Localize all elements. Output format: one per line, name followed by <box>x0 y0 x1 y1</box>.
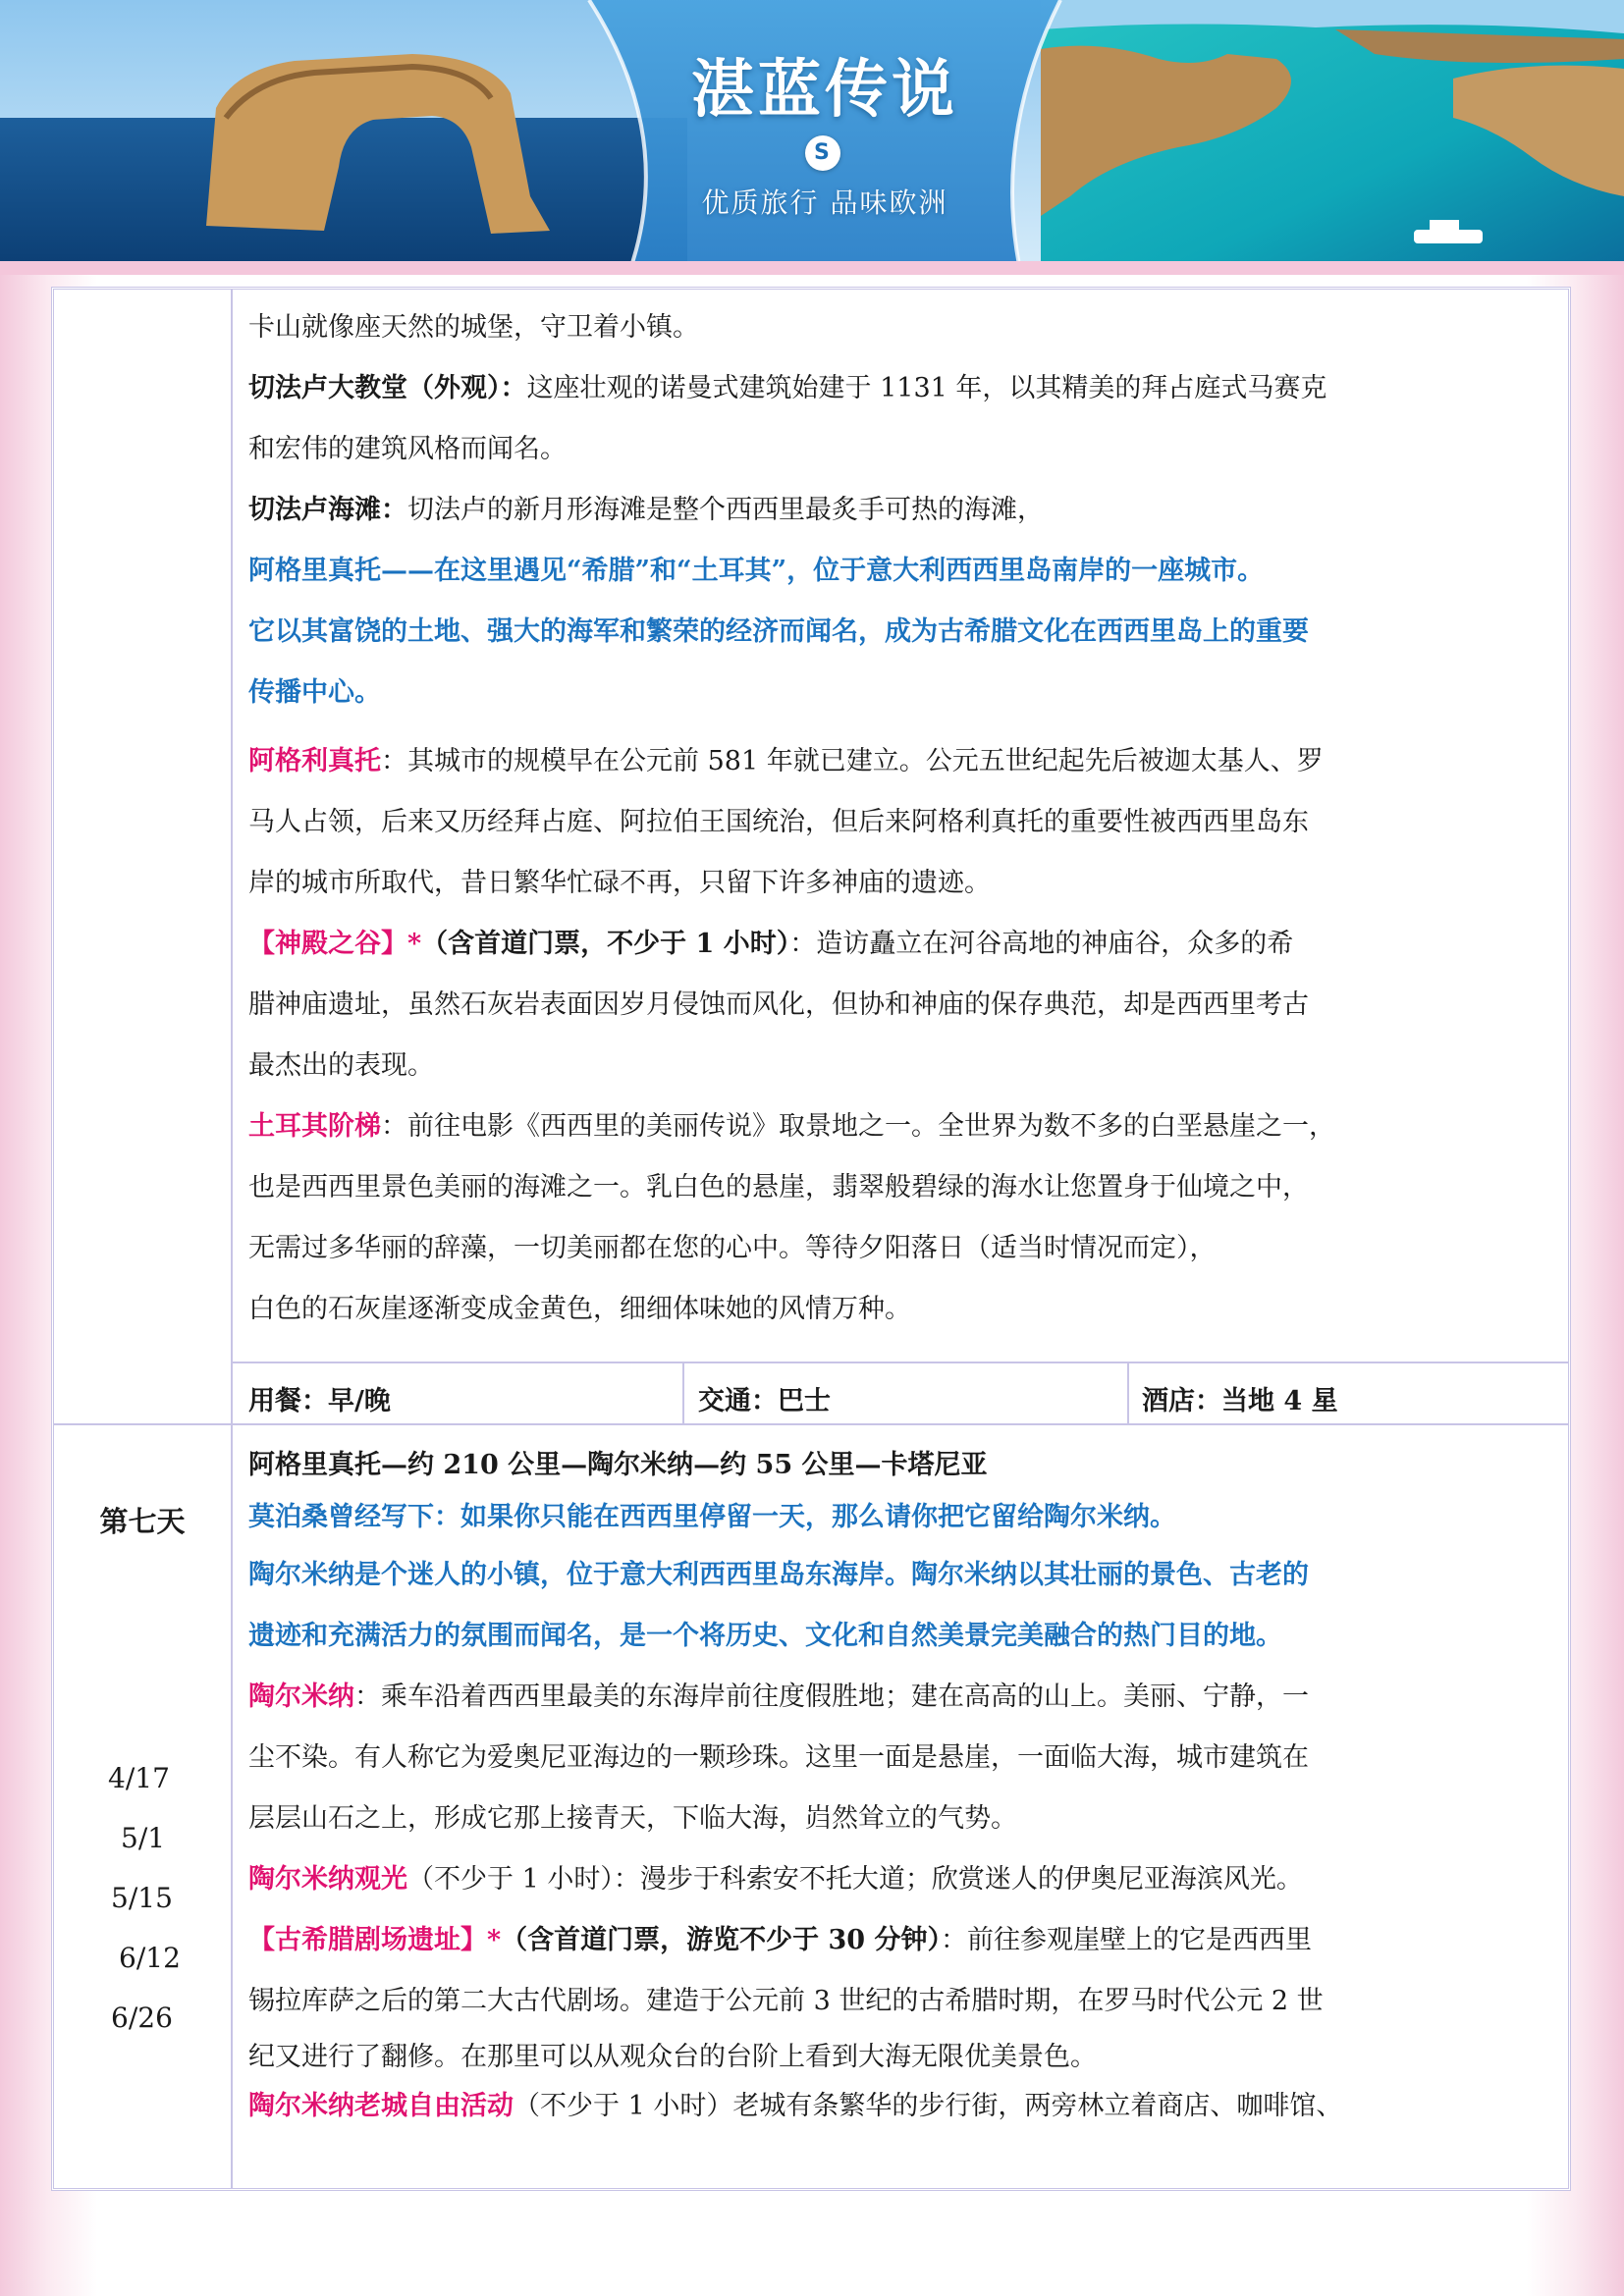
cell-divider <box>1127 1362 1129 1423</box>
departure-date: 5/15 <box>111 1882 173 1914</box>
temples-text-2: 腊神庙遗址，虽然石灰岩表面因岁月侵蚀而风化，但协和神庙的保存典范，却是西西里考古 <box>248 989 1309 1020</box>
beach-paragraph <box>248 480 1613 541</box>
hotel-cell: 酒店：当地 4 星 <box>1142 1386 1338 1416</box>
day7-intro-2: 遗迹和充满活力的氛围而闻名，是一个将历史、文化和自然美景完美融合的热门目的地。 <box>248 1621 1282 1651</box>
sightseeing-text: （不少于 1 小时）：漫步于科索安不托大道；欣赏迷人的伊奥尼亚海滨风光。 <box>407 1864 1303 1895</box>
stairs-paragraph <box>248 1096 1613 1157</box>
brand-slogan: 优质旅行 品味欧洲 <box>701 187 948 219</box>
oldtown-paragraph <box>248 2083 1613 2130</box>
theatre-note: （含首道门票，游览不少于 30 分钟） <box>501 1925 941 1955</box>
agrigento-label: 阿格利真托 <box>248 746 381 776</box>
beach-text: 切法卢的新月形海滩是整个西西里最炙手可热的海滩， <box>407 495 1044 525</box>
theatre-text-1: ：前往参观崖壁上的它是西西里 <box>941 1925 1312 1955</box>
departure-date: 4/17 <box>108 1762 170 1794</box>
theatre-text-3: 纪又进行了翻修。在那里可以从观众台的台阶上看到大海无限优美景色。 <box>248 2042 1097 2072</box>
stairs-text-2: 也是西西里景色美丽的海滩之一。乳白色的悬崖，翡翠般碧绿的海水让您置身于仙境之中， <box>248 1172 1309 1202</box>
temples-text-3: 最杰出的表现。 <box>248 1050 434 1081</box>
day7-intro-1: 陶尔米纳是个迷人的小镇，位于意大利西西里岛东海岸。陶尔米纳以其壮丽的景色、古老的 <box>248 1560 1309 1590</box>
column-divider <box>231 290 233 2188</box>
agrigento-text-1: 其城市的规模早在公元前 581 年就已建立。公元五世纪起先后被迦太基人、罗 <box>407 746 1324 776</box>
brand-title: 湛蓝传说 <box>691 54 958 127</box>
day7-quote: 莫泊桑曾经写下：如果你只能在西西里停留一天，那么请你把它留给陶尔米纳。 <box>248 1502 1176 1532</box>
cathedral-label: 切法卢大教堂（外观）： <box>248 373 527 403</box>
agrigento-intro-2: 它以其富饶的土地、强大的海军和繁荣的经济而闻名，成为古希腊文化在西西里岛上的重要 <box>248 616 1309 647</box>
taormina-text-2: 尘不染。有人称它为爱奥尼亚海边的一颗珍珠。这里一面是悬崖，一面临大海，城市建筑在 <box>248 1742 1309 1773</box>
temples-note: （含首道门票，不少于 1 小时） <box>421 929 790 959</box>
cathedral-paragraph <box>248 358 1613 419</box>
intro-fragment: 卡山就像座天然的城堡，守卫着小镇。 <box>248 312 699 343</box>
theatre-label: 【古希腊剧场遗址】* <box>248 1925 502 1955</box>
oldtown-text: （不少于 1 小时）老城有条繁华的步行街，两旁林立着商店、咖啡馆、 <box>514 2091 1343 2121</box>
departure-dates <box>54 1762 231 2061</box>
brand-logo-glyph: S <box>814 140 830 165</box>
agrigento-text-2: 马人占领，后来又历经拜占庭、阿拉伯王国统治，但后来阿格利真托的重要性被西西里岛东 <box>248 807 1309 837</box>
agrigento-colon: ： <box>381 746 407 776</box>
header-banner <box>0 0 1624 275</box>
theatre-paragraph <box>248 1910 1613 1971</box>
taormina-text-3: 层层山石之上，形成它那上接青天，下临大海，岿然耸立的气势。 <box>248 1803 1017 1834</box>
agrigento-intro-3: 传播中心。 <box>248 677 381 708</box>
taormina-paragraph <box>248 1667 1613 1728</box>
departure-date: 5/1 <box>121 1822 166 1854</box>
departure-date: 6/26 <box>111 2002 173 2034</box>
stairs-text-3: 无需过多华丽的辞藻，一切美丽都在您的心中。等待夕阳落日（适当时情况而定）， <box>248 1233 1217 1263</box>
day7-route: 阿格里真托—约 210 公里—陶尔米纳—约 55 公里—卡塔尼亚 <box>248 1450 988 1480</box>
agrigento-paragraph <box>248 731 1613 792</box>
day-label: 第七天 <box>99 1505 186 1538</box>
row-divider <box>54 1423 1568 1425</box>
departure-date: 6/12 <box>119 1942 181 1974</box>
temples-text-1: ：造访矗立在河谷高地的神庙谷，众多的希 <box>789 929 1294 959</box>
itinerary-table <box>51 287 1571 2191</box>
meal-cell: 用餐：早/晚 <box>248 1386 391 1416</box>
theatre-text-2: 锡拉库萨之后的第二大古代剧场。建造于公元前 3 世纪的古希腊时期，在罗马时代公元 2 世 <box>248 1986 1324 2016</box>
cell-divider <box>682 1362 684 1423</box>
transport-cell: 交通：巴士 <box>698 1386 831 1416</box>
cathedral-text-2: 和宏伟的建筑风格而闻名。 <box>248 434 567 464</box>
agrigento-text-3: 岸的城市所取代，昔日繁华忙碌不再，只留下许多神庙的遗迹。 <box>248 868 991 898</box>
sightseeing-paragraph <box>248 1849 1613 1910</box>
beach-label: 切法卢海滩： <box>248 495 407 525</box>
temples-paragraph <box>248 914 1613 975</box>
sightseeing-label: 陶尔米纳观光 <box>248 1864 407 1895</box>
oldtown-label: 陶尔米纳老城自由活动 <box>248 2091 514 2121</box>
day7-description <box>248 1441 1613 2130</box>
row-divider <box>231 1362 1568 1363</box>
taormina-label: 陶尔米纳 <box>248 1682 354 1712</box>
brand-logo-icon <box>805 135 840 171</box>
cathedral-text: 这座壮观的诺曼式建筑始建于 1131 年，以其精美的拜占庭式马赛克 <box>526 373 1327 403</box>
stairs-text-1: ：前往电影《西西里的美丽传说》取景地之一。全世界为数不多的白垩悬崖之一， <box>381 1111 1335 1142</box>
stairs-text-4: 白色的石灰崖逐渐变成金黄色，细细体味她的风情万种。 <box>248 1294 911 1324</box>
stairs-label: 土耳其阶梯 <box>248 1111 381 1142</box>
taormina-text-1: ：乘车沿着西西里最美的东海岸前往度假胜地；建在高高的山上。美丽、宁静，一 <box>354 1682 1309 1712</box>
day6-description <box>248 297 1613 1340</box>
agrigento-intro-1: 阿格里真托——在这里遇见“希腊”和“土耳其”，位于意大利西西里岛南岸的一座城市。 <box>248 556 1265 586</box>
temples-label: 【神殿之谷】* <box>248 929 422 959</box>
